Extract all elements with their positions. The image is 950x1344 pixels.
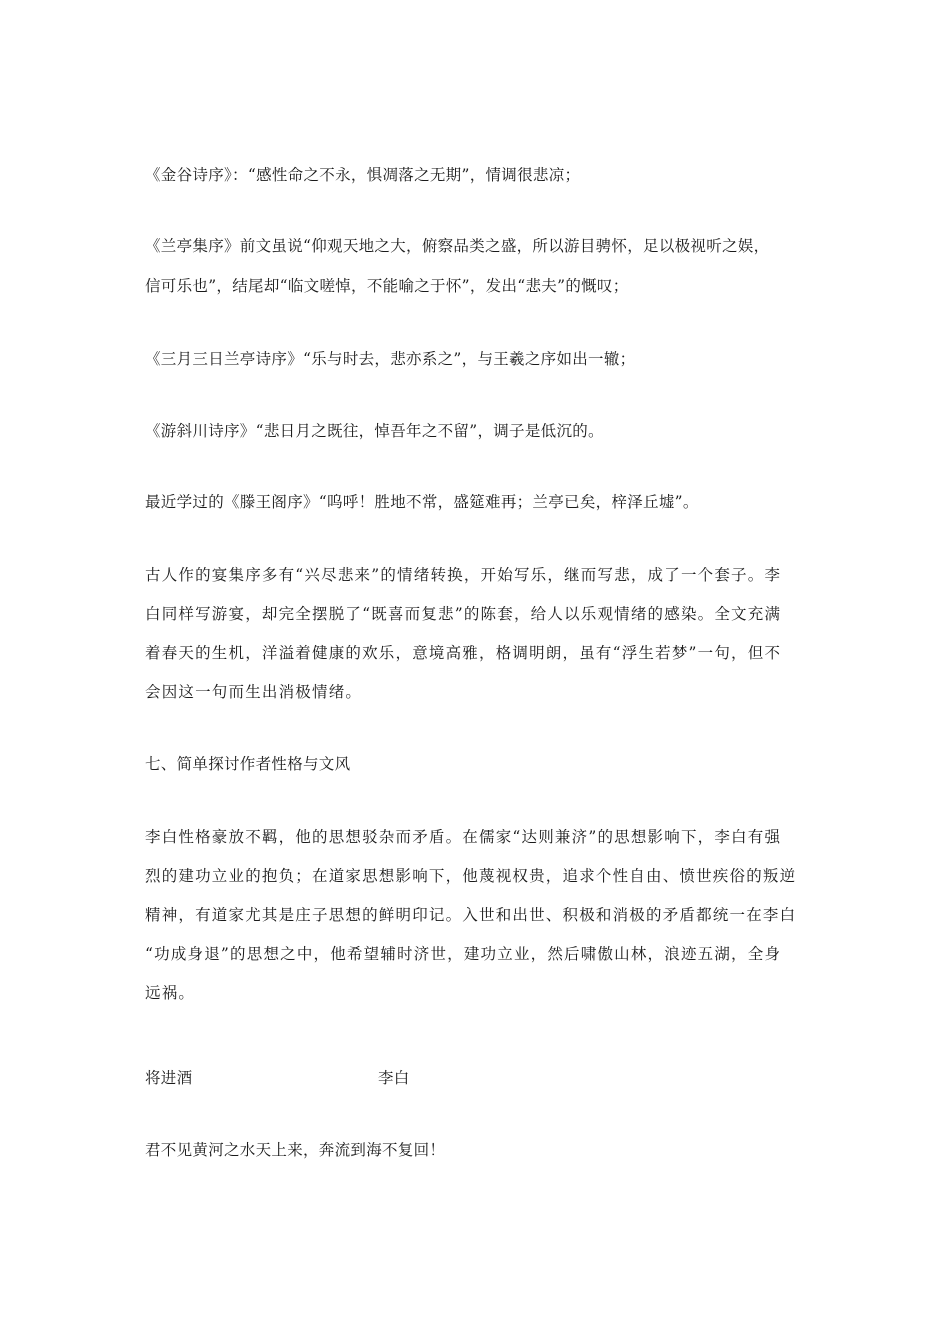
poem-author: 李白 <box>378 1069 410 1087</box>
paragraph-lanting-line-1: 《兰亭集序》前文虽说“仰观天地之大，俯察品类之盛，所以游目骋怀，足以极视听之娱， <box>145 237 770 255</box>
paragraph-libai-line-1: 李白性格豪放不羁，他的思想驳杂而矛盾。在儒家“达则兼济”的思想影响下，李白有强 <box>145 828 782 846</box>
paragraph-youxiechuan-preface: 《游斜川诗序》“悲日月之既往，悼吾年之不留”，调子是低沉的。 <box>145 422 604 440</box>
paragraph-sanyue-preface: 《三月三日兰亭诗序》“乐与时去，悲亦系之”，与王羲之序如出一辙； <box>145 350 636 368</box>
paragraph-lanting-line-2: 信可乐也”，结尾却“临文嗟悼，不能喻之于怀”，发出“悲夫”的慨叹； <box>145 277 629 295</box>
paragraph-feast-line-2: 白同样写游宴，却完全摆脱了“既喜而复悲”的陈套，给人以乐观情绪的感染。全文充满 <box>145 605 782 623</box>
paragraph-feast-line-4: 会因这一句而生出消极情绪。 <box>145 683 363 701</box>
paragraph-feast-line-1: 古人作的宴集序多有“兴尽悲来”的情绪转换，开始写乐，继而写悲，成了一个套子。李 <box>145 566 782 584</box>
paragraph-tengwangge: 最近学过的《滕王阁序》“呜呼！胜地不常，盛筵难再；兰亭已矣，梓泽丘墟”。 <box>145 493 699 511</box>
poem-first-line: 君不见黄河之水天上来，奔流到海不复回！ <box>145 1141 446 1159</box>
paragraph-libai-line-2: 烈的建功立业的抱负；在道家思想影响下，他蔑视权贵，追求个性自由、愤世疾俗的叛逆 <box>145 867 797 885</box>
paragraph-feast-line-3: 着春天的生机，洋溢着健康的欢乐，意境高雅，格调明朗，虽有“浮生若梦”一句，但不 <box>145 644 782 662</box>
section-heading: 七、简单探讨作者性格与文风 <box>145 755 351 773</box>
paragraph-libai-line-3: 精神，有道家尤其是庄子思想的鲜明印记。入世和出世、积极和消极的矛盾都统一在李白 <box>145 906 797 924</box>
paragraph-libai-line-4: “功成身退”的思想之中，他希望辅时济世，建功立业，然后啸傲山林，浪迹五湖，全身 <box>145 945 782 963</box>
poem-title: 将进酒 <box>145 1069 193 1087</box>
paragraph-libai-line-5: 远祸。 <box>145 984 196 1002</box>
paragraph-jingu-preface: 《金谷诗序》：“感性命之不永，惧凋落之无期”，情调很悲凉； <box>145 166 581 184</box>
